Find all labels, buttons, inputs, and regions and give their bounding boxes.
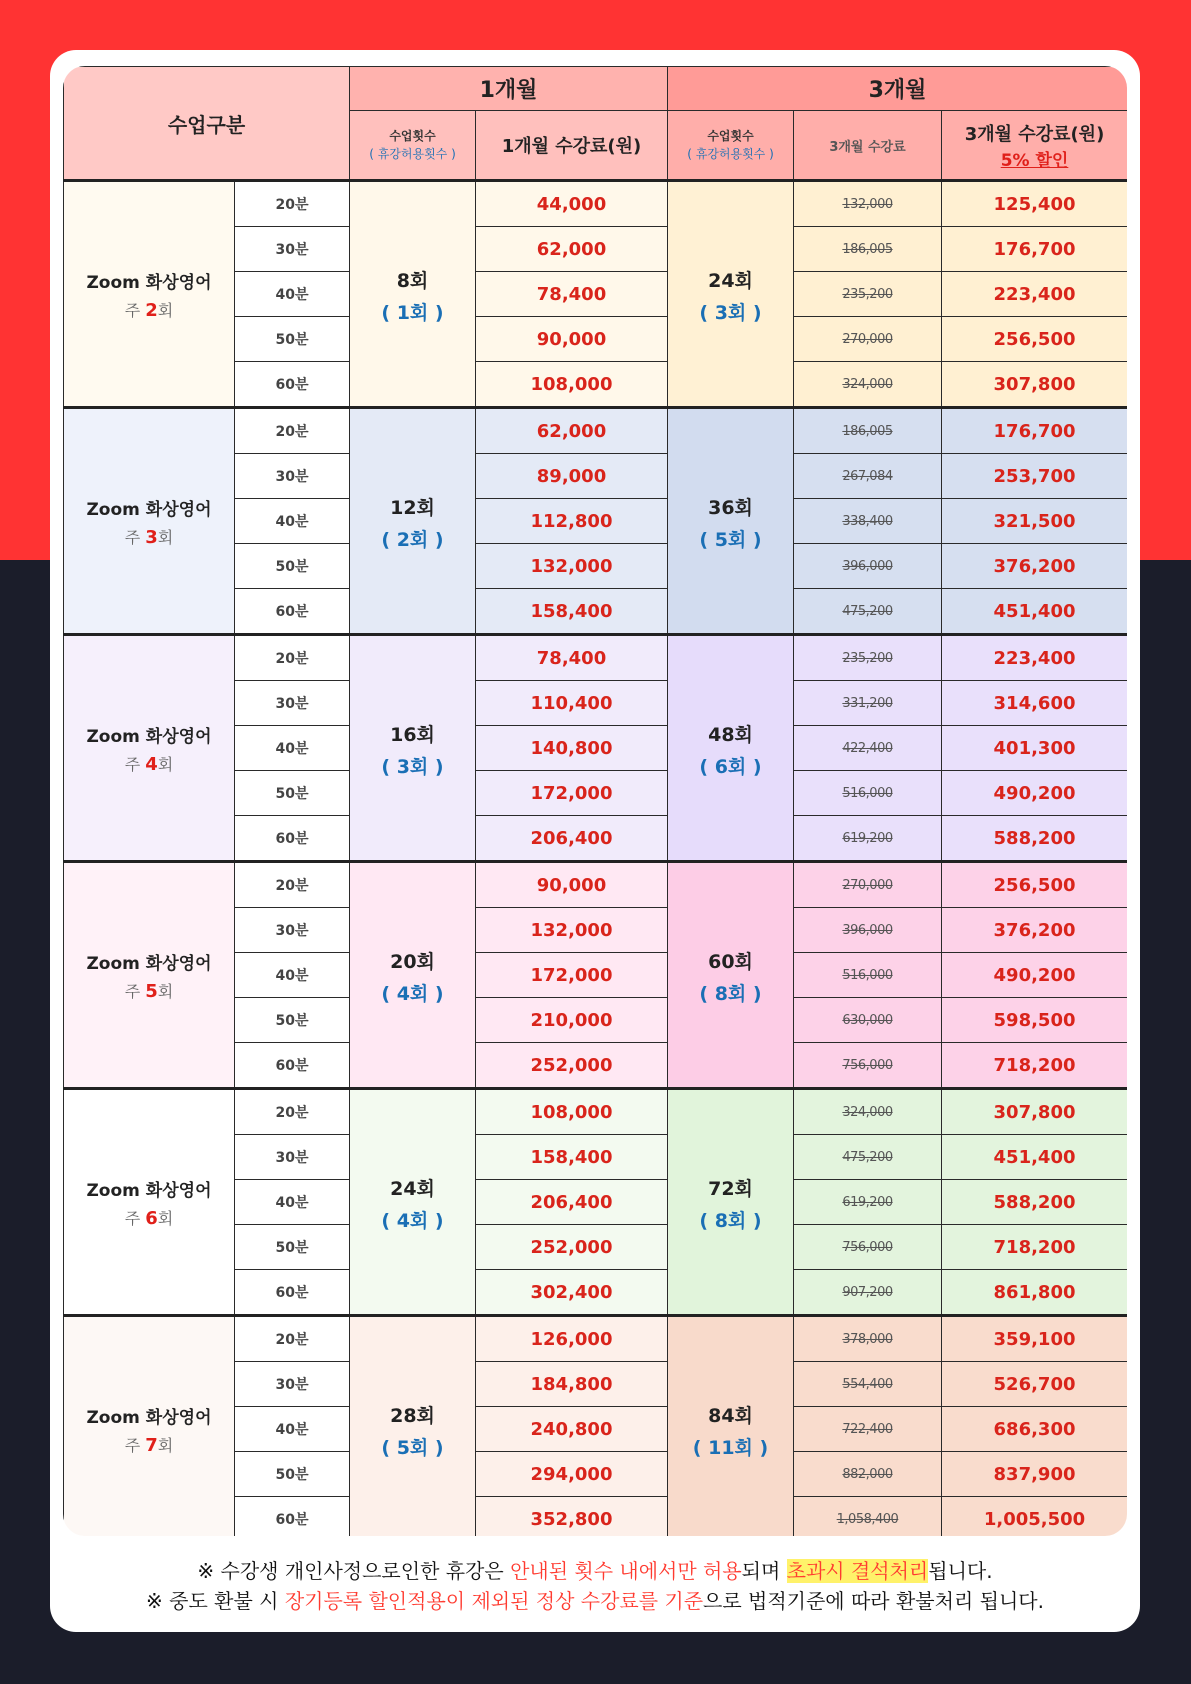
discount-fee-3m-cell: 376,200 xyxy=(942,908,1128,953)
freq-number: 6 xyxy=(145,1207,158,1229)
orig-fee-3m-cell: 630,000 xyxy=(794,998,942,1043)
table-row xyxy=(64,635,1128,681)
minute-cell: 40분 xyxy=(235,726,350,771)
count-cell-3m xyxy=(668,862,794,1089)
rest-count: ( 4회 ) xyxy=(381,1209,444,1232)
orig-fee-3m-cell: 619,200 xyxy=(794,1180,942,1225)
rest-label: ( 휴강허용횟수 ) xyxy=(687,147,774,161)
orig-fee-3m-cell: 331,200 xyxy=(794,681,942,726)
minute-cell: 60분 xyxy=(235,1497,350,1537)
class-header: 수업구분 xyxy=(64,67,350,181)
fee-header-1m: 1개월 수강료(원) xyxy=(476,111,668,181)
minute-cell: 30분 xyxy=(235,1135,350,1180)
orig-fee-3m-cell: 756,000 xyxy=(794,1225,942,1270)
fee-1m-cell: 126,000 xyxy=(476,1316,668,1362)
minute-cell: 40분 xyxy=(235,499,350,544)
discount-fee-3m-cell: 223,400 xyxy=(942,272,1128,317)
fee-1m-cell: 252,000 xyxy=(476,1043,668,1089)
freq-suffix: 회 xyxy=(157,754,174,774)
note-text: 으로 법적기준에 따라 환불처리 됩니다. xyxy=(703,1589,1044,1613)
freq-prefix: 주 xyxy=(124,1435,146,1455)
freq-number: 7 xyxy=(145,1434,158,1456)
minute-cell: 60분 xyxy=(235,1270,350,1316)
minute-cell: 50분 xyxy=(235,1452,350,1497)
fee-1m-cell: 140,800 xyxy=(476,726,668,771)
fee-1m-cell: 108,000 xyxy=(476,362,668,408)
lesson-count: 16회 xyxy=(390,723,435,746)
discount-fee-3m-cell: 861,800 xyxy=(942,1270,1128,1316)
minute-cell: 20분 xyxy=(235,1089,350,1135)
discount-fee-3m-cell: 176,700 xyxy=(942,408,1128,454)
discount-fee-3m-cell: 307,800 xyxy=(942,1089,1128,1135)
minute-cell: 40분 xyxy=(235,953,350,998)
orig-fee-3m-cell: 396,000 xyxy=(794,908,942,953)
minute-cell: 40분 xyxy=(235,1180,350,1225)
fee-1m-cell: 302,400 xyxy=(476,1270,668,1316)
minute-cell: 20분 xyxy=(235,181,350,227)
count-cell-1m xyxy=(350,1316,476,1537)
orig-fee-3m-cell: 756,000 xyxy=(794,1043,942,1089)
fee-1m-cell: 158,400 xyxy=(476,589,668,635)
orig-fee-3m-cell: 324,000 xyxy=(794,1089,942,1135)
orig-fee-3m-cell: 267,084 xyxy=(794,454,942,499)
lesson-count: 24회 xyxy=(708,269,753,292)
class-cell xyxy=(64,1089,235,1316)
orig-fee-3m-cell: 132,000 xyxy=(794,181,942,227)
note-text: ※ 중도 환불 시 xyxy=(146,1589,285,1613)
discount-fee-3m-cell: 598,500 xyxy=(942,998,1128,1043)
fee-1m-cell: 240,800 xyxy=(476,1407,668,1452)
discount-fee-3m-cell: 307,800 xyxy=(942,362,1128,408)
class-frequency xyxy=(64,298,234,321)
fee-1m-cell: 252,000 xyxy=(476,1225,668,1270)
orig-fee-3m-cell: 882,000 xyxy=(794,1452,942,1497)
freq-suffix: 회 xyxy=(157,527,174,547)
discount-fee-3m-cell: 314,600 xyxy=(942,681,1128,726)
discount-label: 5% 할인 xyxy=(1000,150,1069,171)
fee-1m-cell: 172,000 xyxy=(476,771,668,816)
fee-1m-cell: 110,400 xyxy=(476,681,668,726)
fee-1m-cell: 172,000 xyxy=(476,953,668,998)
count-cell-1m xyxy=(350,408,476,635)
three-month-header: 3개월 xyxy=(668,67,1128,111)
minute-cell: 50분 xyxy=(235,1225,350,1270)
rest-count: ( 3회 ) xyxy=(699,301,762,324)
fee-1m-cell: 294,000 xyxy=(476,1452,668,1497)
class-frequency xyxy=(64,525,234,548)
orig-fee-3m-cell: 475,200 xyxy=(794,589,942,635)
count-cell-3m xyxy=(668,408,794,635)
fee-1m-cell: 210,000 xyxy=(476,998,668,1043)
discount-fee-3m-cell: 490,200 xyxy=(942,953,1128,998)
freq-prefix: 주 xyxy=(124,754,146,774)
orig-fee-3m-cell: 516,000 xyxy=(794,771,942,816)
fee-header-3m xyxy=(942,111,1128,181)
class-cell xyxy=(64,408,235,635)
discount-fee-3m-cell: 125,400 xyxy=(942,181,1128,227)
freq-suffix: 회 xyxy=(157,300,174,320)
discount-fee-3m-cell: 256,500 xyxy=(942,862,1128,908)
notes xyxy=(50,1556,1140,1616)
discount-fee-3m-cell: 256,500 xyxy=(942,317,1128,362)
count-cell-3m xyxy=(668,635,794,862)
freq-number: 3 xyxy=(145,526,158,548)
class-name: Zoom 화상영어 xyxy=(86,953,212,974)
count-cell-3m xyxy=(668,1089,794,1316)
orig-fee-3m-cell: 619,200 xyxy=(794,816,942,862)
orig-fee-3m-cell: 270,000 xyxy=(794,862,942,908)
minute-cell: 30분 xyxy=(235,908,350,953)
fee-1m-cell: 112,800 xyxy=(476,499,668,544)
minute-cell: 20분 xyxy=(235,862,350,908)
class-name: Zoom 화상영어 xyxy=(86,1407,212,1428)
rest-count: ( 4회 ) xyxy=(381,982,444,1005)
discount-fee-3m-cell: 253,700 xyxy=(942,454,1128,499)
discount-fee-3m-cell: 588,200 xyxy=(942,816,1128,862)
lesson-count: 24회 xyxy=(390,1177,435,1200)
minute-cell: 50분 xyxy=(235,771,350,816)
minute-cell: 60분 xyxy=(235,1043,350,1089)
count-cell-3m xyxy=(668,181,794,408)
fee-header-3m-title: 3개월 수강료(원) xyxy=(964,123,1105,145)
minute-cell: 30분 xyxy=(235,227,350,272)
orig-fee-3m-cell: 516,000 xyxy=(794,953,942,998)
fee-1m-cell: 132,000 xyxy=(476,908,668,953)
discount-fee-3m-cell: 686,300 xyxy=(942,1407,1128,1452)
pricing-card xyxy=(50,50,1140,1632)
lesson-count: 60회 xyxy=(708,950,753,973)
discount-fee-3m-cell: 1,005,500 xyxy=(942,1497,1128,1537)
class-name: Zoom 화상영어 xyxy=(86,272,212,293)
orig-fee-header-3m: 3개월 수강료 xyxy=(794,111,942,181)
discount-fee-3m-cell: 526,700 xyxy=(942,1362,1128,1407)
orig-fee-3m-cell: 554,400 xyxy=(794,1362,942,1407)
discount-fee-3m-cell: 718,200 xyxy=(942,1225,1128,1270)
minute-cell: 50분 xyxy=(235,998,350,1043)
discount-fee-3m-cell: 490,200 xyxy=(942,771,1128,816)
minute-cell: 30분 xyxy=(235,681,350,726)
freq-prefix: 주 xyxy=(124,981,146,1001)
lesson-count: 20회 xyxy=(390,950,435,973)
table-row xyxy=(64,408,1128,454)
count-header-1m xyxy=(350,111,476,181)
fee-1m-cell: 108,000 xyxy=(476,1089,668,1135)
discount-fee-3m-cell: 451,400 xyxy=(942,1135,1128,1180)
freq-number: 4 xyxy=(145,753,158,775)
class-cell xyxy=(64,862,235,1089)
orig-fee-3m-cell: 422,400 xyxy=(794,726,942,771)
count-cell-1m xyxy=(350,635,476,862)
orig-fee-3m-cell: 235,200 xyxy=(794,272,942,317)
orig-fee-3m-cell: 338,400 xyxy=(794,499,942,544)
freq-suffix: 회 xyxy=(157,981,174,1001)
fee-1m-cell: 158,400 xyxy=(476,1135,668,1180)
orig-fee-3m-cell: 270,000 xyxy=(794,317,942,362)
note-text: 되며 xyxy=(741,1559,787,1583)
orig-fee-3m-cell: 378,000 xyxy=(794,1316,942,1362)
lesson-count: 28회 xyxy=(390,1404,435,1427)
count-cell-3m xyxy=(668,1316,794,1537)
note-emphasis: 안내된 횟수 내에서만 허용 xyxy=(510,1559,742,1583)
count-label: 수업횟수 xyxy=(707,129,754,143)
table-row xyxy=(64,1089,1128,1135)
lesson-count: 36회 xyxy=(708,496,753,519)
minute-cell: 60분 xyxy=(235,816,350,862)
fee-1m-cell: 90,000 xyxy=(476,862,668,908)
fee-1m-cell: 132,000 xyxy=(476,544,668,589)
fee-1m-cell: 352,800 xyxy=(476,1497,668,1537)
fee-1m-cell: 62,000 xyxy=(476,408,668,454)
table-row xyxy=(64,1316,1128,1362)
fee-1m-cell: 44,000 xyxy=(476,181,668,227)
freq-number: 2 xyxy=(145,299,158,321)
rest-count: ( 3회 ) xyxy=(381,755,444,778)
class-frequency xyxy=(64,1433,234,1456)
minute-cell: 30분 xyxy=(235,454,350,499)
count-header-3m xyxy=(668,111,794,181)
freq-prefix: 주 xyxy=(124,300,146,320)
count-cell-1m xyxy=(350,862,476,1089)
minute-cell: 60분 xyxy=(235,362,350,408)
pricing-table xyxy=(63,66,1127,1536)
orig-fee-3m-cell: 324,000 xyxy=(794,362,942,408)
rest-count: ( 2회 ) xyxy=(381,528,444,551)
rest-count: ( 5회 ) xyxy=(699,528,762,551)
orig-fee-3m-cell: 907,200 xyxy=(794,1270,942,1316)
lesson-count: 8회 xyxy=(396,269,429,292)
note-line-1 xyxy=(50,1556,1140,1586)
fee-1m-cell: 184,800 xyxy=(476,1362,668,1407)
class-frequency xyxy=(64,752,234,775)
orig-fee-3m-cell: 186,005 xyxy=(794,227,942,272)
fee-1m-cell: 62,000 xyxy=(476,227,668,272)
fee-1m-cell: 206,400 xyxy=(476,1180,668,1225)
minute-cell: 60분 xyxy=(235,589,350,635)
fee-1m-cell: 78,400 xyxy=(476,635,668,681)
note-highlight: 초과시 결석처리 xyxy=(786,1559,929,1583)
freq-number: 5 xyxy=(145,980,158,1002)
lesson-count: 72회 xyxy=(708,1177,753,1200)
pricing-table-wrapper xyxy=(63,66,1127,1536)
class-cell xyxy=(64,181,235,408)
count-cell-1m xyxy=(350,181,476,408)
discount-fee-3m-cell: 718,200 xyxy=(942,1043,1128,1089)
note-line-2 xyxy=(50,1586,1140,1616)
orig-fee-3m-cell: 186,005 xyxy=(794,408,942,454)
lesson-count: 48회 xyxy=(708,723,753,746)
count-label: 수업횟수 xyxy=(389,129,436,143)
rest-count: ( 5회 ) xyxy=(381,1436,444,1459)
discount-fee-3m-cell: 359,100 xyxy=(942,1316,1128,1362)
discount-fee-3m-cell: 588,200 xyxy=(942,1180,1128,1225)
lesson-count: 12회 xyxy=(390,496,435,519)
discount-fee-3m-cell: 451,400 xyxy=(942,589,1128,635)
fee-1m-cell: 206,400 xyxy=(476,816,668,862)
class-name: Zoom 화상영어 xyxy=(86,726,212,747)
minute-cell: 30분 xyxy=(235,1362,350,1407)
minute-cell: 20분 xyxy=(235,635,350,681)
class-frequency xyxy=(64,1206,234,1229)
table-row xyxy=(64,181,1128,227)
table-row xyxy=(64,862,1128,908)
class-name: Zoom 화상영어 xyxy=(86,1180,212,1201)
rest-count: ( 8회 ) xyxy=(699,982,762,1005)
freq-prefix: 주 xyxy=(124,1208,146,1228)
lesson-count: 84회 xyxy=(708,1404,753,1427)
class-name: Zoom 화상영어 xyxy=(86,499,212,520)
fee-1m-cell: 78,400 xyxy=(476,272,668,317)
class-cell xyxy=(64,635,235,862)
count-cell-1m xyxy=(350,1089,476,1316)
orig-fee-3m-cell: 722,400 xyxy=(794,1407,942,1452)
rest-count: ( 8회 ) xyxy=(699,1209,762,1232)
one-month-header: 1개월 xyxy=(350,67,668,111)
freq-suffix: 회 xyxy=(157,1435,174,1455)
discount-fee-3m-cell: 176,700 xyxy=(942,227,1128,272)
orig-fee-3m-cell: 396,000 xyxy=(794,544,942,589)
discount-fee-3m-cell: 223,400 xyxy=(942,635,1128,681)
pricing-body xyxy=(64,181,1128,1537)
freq-prefix: 주 xyxy=(124,527,146,547)
freq-suffix: 회 xyxy=(157,1208,174,1228)
minute-cell: 40분 xyxy=(235,1407,350,1452)
rest-count: ( 1회 ) xyxy=(381,301,444,324)
rest-label: ( 휴강허용횟수 ) xyxy=(369,147,456,161)
orig-fee-3m-cell: 235,200 xyxy=(794,635,942,681)
fee-1m-cell: 90,000 xyxy=(476,317,668,362)
minute-cell: 50분 xyxy=(235,544,350,589)
orig-fee-3m-cell: 475,200 xyxy=(794,1135,942,1180)
rest-count: ( 11회 ) xyxy=(692,1436,769,1459)
rest-count: ( 6회 ) xyxy=(699,755,762,778)
discount-fee-3m-cell: 376,200 xyxy=(942,544,1128,589)
orig-fee-3m-cell: 1,058,400 xyxy=(794,1497,942,1537)
note-text: ※ 수강생 개인사정으로인한 휴강은 xyxy=(197,1559,511,1583)
minute-cell: 40분 xyxy=(235,272,350,317)
minute-cell: 20분 xyxy=(235,408,350,454)
note-emphasis: 장기등록 할인적용이 제외된 정상 수강료를 기준 xyxy=(284,1589,704,1613)
discount-fee-3m-cell: 401,300 xyxy=(942,726,1128,771)
discount-fee-3m-cell: 321,500 xyxy=(942,499,1128,544)
class-frequency xyxy=(64,979,234,1002)
discount-fee-3m-cell: 837,900 xyxy=(942,1452,1128,1497)
fee-1m-cell: 89,000 xyxy=(476,454,668,499)
minute-cell: 50분 xyxy=(235,317,350,362)
minute-cell: 20분 xyxy=(235,1316,350,1362)
note-text: 됩니다. xyxy=(928,1559,993,1583)
class-cell xyxy=(64,1316,235,1537)
